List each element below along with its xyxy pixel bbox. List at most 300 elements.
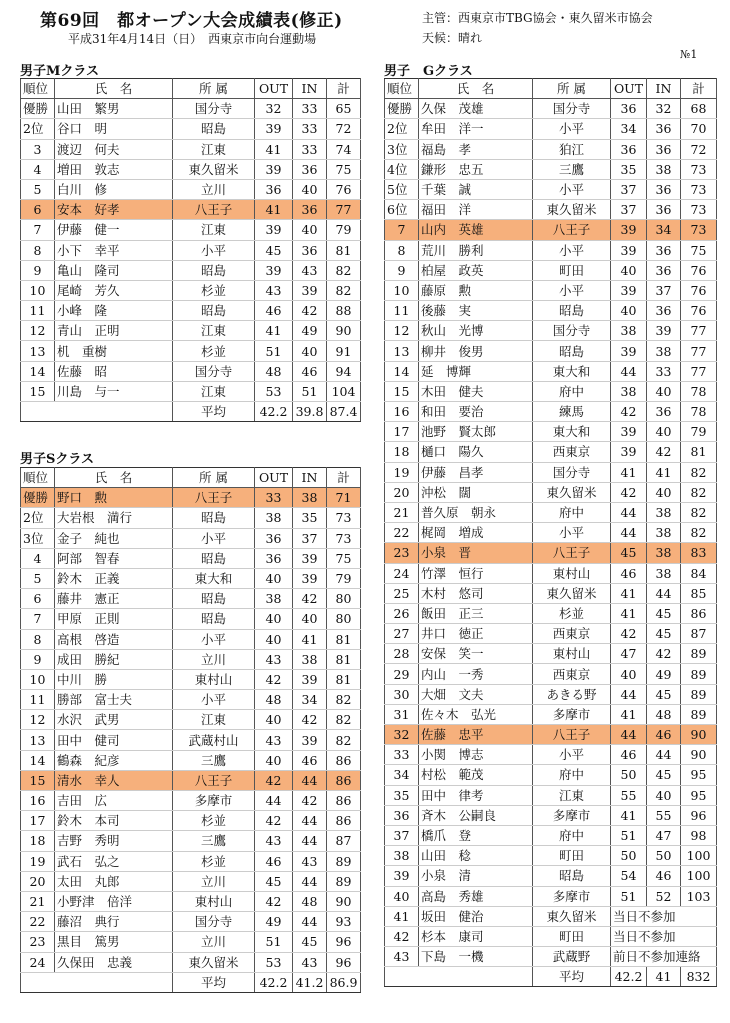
name-cell: 鎌形 忠五: [419, 159, 533, 179]
total-cell: 77: [327, 200, 361, 220]
affiliation-cell: 昭島: [533, 341, 611, 361]
out-cell: 40: [255, 750, 293, 770]
affiliation-cell: 昭島: [173, 609, 255, 629]
name-cell: 白川 修: [55, 179, 173, 199]
in-cell: 44: [293, 811, 327, 831]
table-row: [21, 831, 361, 851]
total-cell: 81: [327, 649, 361, 669]
out-cell: 41: [611, 462, 647, 482]
rank-cell: 17: [21, 811, 55, 831]
in-cell: 39: [293, 730, 327, 750]
in-cell: 40: [293, 179, 327, 199]
rank-cell: 7: [21, 609, 55, 629]
total-cell: 85: [681, 583, 717, 603]
table-row: [21, 119, 361, 139]
average-spacer: [385, 967, 533, 987]
total-cell: 76: [681, 260, 717, 280]
total-cell: 103: [681, 886, 717, 906]
table-row: [385, 200, 717, 220]
table-row: [385, 805, 717, 825]
in-cell: 35: [293, 508, 327, 528]
in-cell: 38: [293, 488, 327, 508]
in-cell: 42: [293, 710, 327, 730]
affiliation-cell: 江東: [173, 381, 255, 401]
name-cell: 山田 繁男: [55, 99, 173, 119]
rank-cell: 21: [385, 502, 419, 522]
total-cell: 89: [681, 704, 717, 724]
total-cell: 77: [681, 341, 717, 361]
status-cell: 当日不参加: [611, 926, 717, 946]
out-cell: 39: [611, 220, 647, 240]
average-spacer: [21, 972, 173, 992]
rank-cell: 18: [21, 831, 55, 851]
affiliation-cell: 昭島: [173, 548, 255, 568]
rank-cell: 10: [385, 280, 419, 300]
table-row: [21, 891, 361, 911]
table-row: [21, 139, 361, 159]
in-cell: 42: [647, 442, 681, 462]
column-header: 所 属: [173, 468, 255, 488]
column-header: 氏 名: [419, 79, 533, 99]
total-cell: 87: [681, 624, 717, 644]
rank-cell: 7: [385, 220, 419, 240]
rank-cell: 16: [385, 402, 419, 422]
affiliation-cell: 町田: [533, 926, 611, 946]
total-cell: 86: [327, 750, 361, 770]
rank-cell: 13: [385, 341, 419, 361]
status-cell: 当日不参加: [611, 906, 717, 926]
average-value: 42.2: [255, 402, 293, 422]
in-cell: 45: [647, 624, 681, 644]
table-header-row: [21, 468, 361, 488]
average-value: 41.2: [293, 972, 327, 992]
g-class-title: 男子 Gクラス: [384, 64, 473, 79]
out-cell: 41: [611, 583, 647, 603]
total-cell: 77: [681, 321, 717, 341]
table-row: [385, 906, 717, 926]
rank-cell: 6位: [385, 200, 419, 220]
rank-cell: 30: [385, 684, 419, 704]
column-header: 順位: [385, 79, 419, 99]
affiliation-cell: 狛江: [533, 139, 611, 159]
rank-cell: 15: [385, 381, 419, 401]
organizer-block: [422, 8, 653, 48]
affiliation-cell: 小平: [533, 523, 611, 543]
in-cell: 37: [293, 528, 327, 548]
affiliation-cell: 府中: [533, 765, 611, 785]
table-row: [385, 926, 717, 946]
rank-cell: 21: [21, 891, 55, 911]
name-cell: 増田 敦志: [55, 159, 173, 179]
in-cell: 47: [647, 825, 681, 845]
in-cell: 44: [647, 745, 681, 765]
total-cell: 70: [681, 119, 717, 139]
total-cell: 73: [681, 179, 717, 199]
affiliation-cell: 西東京: [533, 664, 611, 684]
out-cell: 38: [255, 589, 293, 609]
in-cell: 51: [293, 381, 327, 401]
total-cell: 73: [681, 220, 717, 240]
rank-cell: 4: [21, 548, 55, 568]
affiliation-cell: 国分寺: [173, 361, 255, 381]
rank-cell: 37: [385, 825, 419, 845]
affiliation-cell: 府中: [533, 381, 611, 401]
total-cell: 82: [327, 260, 361, 280]
table-row: [21, 220, 361, 240]
table-row: [385, 725, 717, 745]
rank-cell: 13: [21, 730, 55, 750]
table-row: [385, 785, 717, 805]
name-cell: 梶岡 増成: [419, 523, 533, 543]
out-cell: 40: [611, 301, 647, 321]
total-cell: 89: [681, 664, 717, 684]
name-cell: 村松 範茂: [419, 765, 533, 785]
out-cell: 48: [255, 690, 293, 710]
affiliation-cell: 練馬: [533, 402, 611, 422]
table-row: [385, 422, 717, 442]
table-row: [385, 704, 717, 724]
column-header: IN: [293, 79, 327, 99]
in-cell: 44: [647, 583, 681, 603]
out-cell: 40: [611, 260, 647, 280]
name-cell: 渡辺 何夫: [55, 139, 173, 159]
total-cell: 73: [327, 528, 361, 548]
table-row: [385, 442, 717, 462]
name-cell: 高根 啓造: [55, 629, 173, 649]
rank-cell: 25: [385, 583, 419, 603]
in-cell: 48: [647, 704, 681, 724]
total-cell: 78: [681, 402, 717, 422]
name-cell: 鶴森 紀彦: [55, 750, 173, 770]
affiliation-cell: 江東: [533, 785, 611, 805]
name-cell: 斉木 公嗣良: [419, 805, 533, 825]
affiliation-cell: 東村山: [533, 563, 611, 583]
affiliation-cell: 東村山: [173, 891, 255, 911]
table-row: [385, 583, 717, 603]
name-cell: 藤原 勲: [419, 280, 533, 300]
rank-cell: 15: [21, 770, 55, 790]
total-cell: 81: [681, 442, 717, 462]
out-cell: 42: [255, 669, 293, 689]
table-row: [385, 402, 717, 422]
table-row: [21, 952, 361, 972]
name-cell: 大岩根 満行: [55, 508, 173, 528]
rank-cell: 優勝: [21, 99, 55, 119]
column-header: 所 属: [173, 79, 255, 99]
total-cell: 73: [327, 508, 361, 528]
out-cell: 40: [255, 629, 293, 649]
name-cell: 太田 丸郎: [55, 871, 173, 891]
total-cell: 84: [681, 563, 717, 583]
name-cell: 牟田 洋一: [419, 119, 533, 139]
in-cell: 44: [293, 831, 327, 851]
total-cell: 80: [327, 609, 361, 629]
affiliation-cell: 昭島: [173, 260, 255, 280]
in-cell: 36: [647, 179, 681, 199]
rank-cell: 19: [21, 851, 55, 871]
in-cell: 38: [647, 341, 681, 361]
weather: 天候：晴れ: [422, 31, 483, 45]
out-cell: 40: [255, 609, 293, 629]
name-cell: 延 博輝: [419, 361, 533, 381]
in-cell: 32: [647, 99, 681, 119]
out-cell: 42: [255, 770, 293, 790]
in-cell: 36: [293, 240, 327, 260]
table-row: [385, 361, 717, 381]
out-cell: 44: [611, 725, 647, 745]
table-row: [385, 260, 717, 280]
name-cell: 後藤 実: [419, 301, 533, 321]
rank-cell: 優勝: [385, 99, 419, 119]
out-cell: 46: [611, 745, 647, 765]
affiliation-cell: 多摩市: [533, 805, 611, 825]
name-cell: 鈴木 正義: [55, 568, 173, 588]
total-cell: 96: [327, 932, 361, 952]
rank-cell: 17: [385, 422, 419, 442]
out-cell: 49: [255, 912, 293, 932]
out-cell: 51: [611, 825, 647, 845]
in-cell: 40: [647, 422, 681, 442]
in-cell: 49: [293, 321, 327, 341]
rank-cell: 22: [385, 523, 419, 543]
in-cell: 36: [293, 200, 327, 220]
in-cell: 36: [647, 119, 681, 139]
affiliation-cell: 東久留米: [533, 583, 611, 603]
rank-cell: 8: [21, 629, 55, 649]
in-cell: 44: [293, 912, 327, 932]
affiliation-cell: 昭島: [533, 301, 611, 321]
column-header: 氏 名: [55, 468, 173, 488]
table-row: [21, 851, 361, 871]
in-cell: 38: [647, 159, 681, 179]
name-cell: 久保 茂雄: [419, 99, 533, 119]
total-cell: 73: [681, 159, 717, 179]
total-cell: 75: [327, 159, 361, 179]
rank-cell: 8: [21, 240, 55, 260]
out-cell: 37: [611, 200, 647, 220]
out-cell: 50: [611, 846, 647, 866]
total-cell: 65: [327, 99, 361, 119]
affiliation-cell: 西東京: [533, 442, 611, 462]
rank-cell: 5: [21, 568, 55, 588]
in-cell: 50: [647, 846, 681, 866]
name-cell: 福田 洋: [419, 200, 533, 220]
total-cell: 96: [327, 952, 361, 972]
rank-cell: 2位: [21, 119, 55, 139]
affiliation-cell: 昭島: [533, 866, 611, 886]
in-cell: 33: [647, 361, 681, 381]
total-cell: 95: [681, 785, 717, 805]
average-value: 832: [681, 967, 717, 987]
in-cell: 55: [647, 805, 681, 825]
name-cell: 伊藤 昌孝: [419, 462, 533, 482]
out-cell: 55: [611, 785, 647, 805]
total-cell: 98: [681, 825, 717, 845]
rank-cell: 10: [21, 669, 55, 689]
table-row: [21, 730, 361, 750]
name-cell: 福島 孝: [419, 139, 533, 159]
total-cell: 79: [681, 422, 717, 442]
name-cell: 池野 賢太郎: [419, 422, 533, 442]
affiliation-cell: 三鷹: [533, 159, 611, 179]
rank-cell: 14: [21, 361, 55, 381]
total-cell: 86: [327, 770, 361, 790]
total-cell: 87: [327, 831, 361, 851]
affiliation-cell: 立川: [173, 871, 255, 891]
average-row: [385, 967, 717, 987]
table-row: [21, 321, 361, 341]
affiliation-cell: あきる野: [533, 684, 611, 704]
total-cell: 89: [681, 684, 717, 704]
in-cell: 40: [647, 482, 681, 502]
table-row: [21, 871, 361, 891]
name-cell: 飯田 正三: [419, 603, 533, 623]
table-row: [385, 240, 717, 260]
name-cell: 下島 一機: [419, 947, 533, 967]
total-cell: 75: [327, 548, 361, 568]
rank-cell: 20: [385, 482, 419, 502]
out-cell: 36: [611, 99, 647, 119]
table-row: [21, 159, 361, 179]
affiliation-cell: 八王子: [173, 200, 255, 220]
total-cell: 86: [327, 791, 361, 811]
in-cell: 36: [647, 139, 681, 159]
table-row: [21, 361, 361, 381]
out-cell: 41: [255, 139, 293, 159]
affiliation-cell: 江東: [173, 710, 255, 730]
rank-cell: 7: [21, 220, 55, 240]
in-cell: 40: [293, 341, 327, 361]
table-row: [21, 649, 361, 669]
table-row: [385, 119, 717, 139]
rank-cell: 40: [385, 886, 419, 906]
m-class-table: [20, 78, 361, 422]
out-cell: 36: [255, 548, 293, 568]
table-row: [21, 528, 361, 548]
affiliation-cell: 武蔵村山: [173, 730, 255, 750]
in-cell: 43: [293, 952, 327, 972]
in-cell: 38: [293, 649, 327, 669]
out-cell: 54: [611, 866, 647, 886]
total-cell: 72: [681, 139, 717, 159]
rank-cell: 12: [21, 321, 55, 341]
column-header: OUT: [255, 79, 293, 99]
rank-cell: 5位: [385, 179, 419, 199]
out-cell: 39: [255, 159, 293, 179]
out-cell: 37: [611, 179, 647, 199]
in-cell: 33: [293, 99, 327, 119]
affiliation-cell: 立川: [173, 932, 255, 952]
table-row: [21, 750, 361, 770]
rank-cell: 8: [385, 240, 419, 260]
out-cell: 53: [255, 381, 293, 401]
column-header: 所 属: [533, 79, 611, 99]
out-cell: 44: [611, 523, 647, 543]
page-title: 第69回 都オープン大会成績表(修正): [40, 11, 343, 31]
table-row: [385, 563, 717, 583]
name-cell: 大畑 文夫: [419, 684, 533, 704]
in-cell: 38: [647, 543, 681, 563]
rank-cell: 11: [21, 301, 55, 321]
affiliation-cell: 八王子: [173, 770, 255, 790]
table-row: [21, 811, 361, 831]
in-cell: 44: [293, 871, 327, 891]
in-cell: 45: [293, 932, 327, 952]
name-cell: 秋山 光博: [419, 321, 533, 341]
table-row: [21, 280, 361, 300]
rank-cell: 2位: [21, 508, 55, 528]
table-row: [21, 932, 361, 952]
out-cell: 36: [611, 139, 647, 159]
table-row: [385, 684, 717, 704]
rank-cell: 42: [385, 926, 419, 946]
name-cell: 小関 博志: [419, 745, 533, 765]
in-cell: 48: [293, 891, 327, 911]
table-row: [385, 603, 717, 623]
out-cell: 34: [611, 119, 647, 139]
affiliation-cell: 八王子: [533, 725, 611, 745]
table-row: [385, 139, 717, 159]
out-cell: 40: [611, 664, 647, 684]
affiliation-cell: 小平: [533, 119, 611, 139]
affiliation-cell: 立川: [173, 649, 255, 669]
out-cell: 42: [611, 624, 647, 644]
name-cell: 中川 勝: [55, 669, 173, 689]
name-cell: 高島 秀雄: [419, 886, 533, 906]
affiliation-cell: 多摩市: [533, 704, 611, 724]
average-row: [21, 402, 361, 422]
out-cell: 41: [611, 805, 647, 825]
table-row: [21, 629, 361, 649]
total-cell: 90: [681, 725, 717, 745]
g-class-table: [384, 78, 717, 987]
out-cell: 46: [255, 851, 293, 871]
table-row: [21, 260, 361, 280]
out-cell: 44: [255, 791, 293, 811]
in-cell: 39: [293, 548, 327, 568]
rank-cell: 4位: [385, 159, 419, 179]
average-value: 41: [647, 967, 681, 987]
total-cell: 76: [681, 301, 717, 321]
average-value: 42.2: [255, 972, 293, 992]
affiliation-cell: 杉並: [173, 341, 255, 361]
out-cell: 40: [255, 568, 293, 588]
total-cell: 82: [681, 523, 717, 543]
total-cell: 71: [327, 488, 361, 508]
name-cell: 山田 稔: [419, 846, 533, 866]
out-cell: 39: [255, 119, 293, 139]
rank-cell: 23: [385, 543, 419, 563]
total-cell: 91: [327, 341, 361, 361]
name-cell: 亀山 隆司: [55, 260, 173, 280]
name-cell: 阿部 智春: [55, 548, 173, 568]
in-cell: 43: [293, 260, 327, 280]
name-cell: 勝部 富士夫: [55, 690, 173, 710]
table-row: [385, 825, 717, 845]
average-row: [21, 972, 361, 992]
out-cell: 47: [611, 644, 647, 664]
table-row: [21, 301, 361, 321]
name-cell: 竹澤 恒行: [419, 563, 533, 583]
in-cell: 46: [647, 725, 681, 745]
name-cell: 小野津 倍洋: [55, 891, 173, 911]
rank-cell: 6: [21, 200, 55, 220]
table-row: [21, 341, 361, 361]
in-cell: 42: [293, 791, 327, 811]
rank-cell: 12: [385, 321, 419, 341]
in-cell: 36: [293, 159, 327, 179]
rank-cell: 6: [21, 589, 55, 609]
